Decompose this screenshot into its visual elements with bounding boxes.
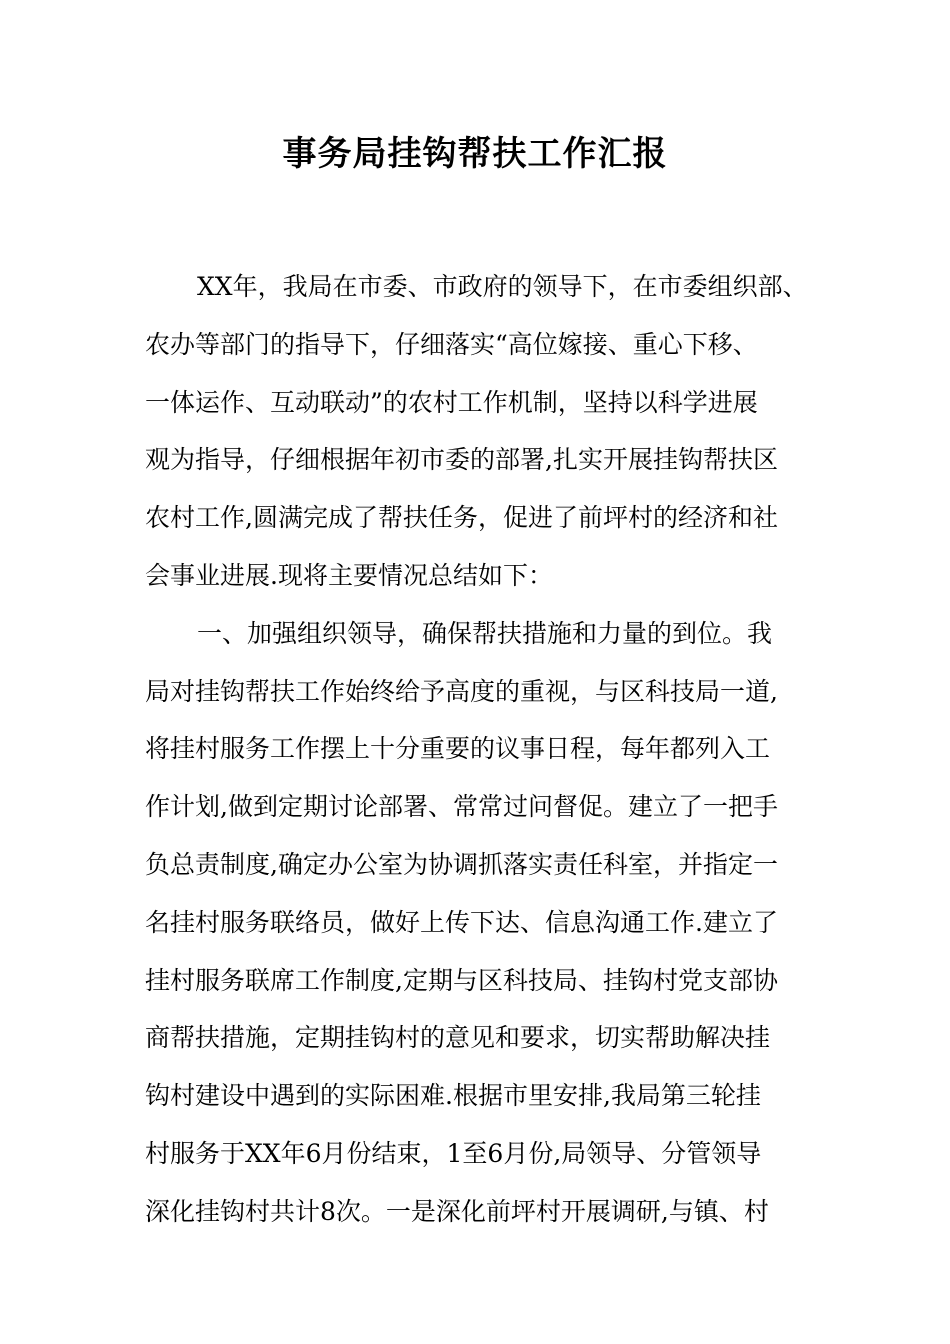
paragraph-line: 观为指导，仔细根据年初市委的部署,扎实开展挂钩帮扶区: [145, 445, 778, 475]
paragraph-line: 农办等部门的指导下，仔细落实“高位嫁接、重心下移、: [145, 329, 758, 359]
paragraph-line: 钩村建设中遇到的实际困难.根据市里安排,我局第三轮挂: [145, 1081, 761, 1111]
paragraph-line: 一体运作、互动联动”的农村工作机制，坚持以科学进展: [145, 387, 758, 417]
paragraph-line: 一、加强组织领导，确保帮扶措施和力量的到位。我: [197, 618, 773, 648]
paragraph-line: 名挂村服务联络员，做好上传下达、信息沟通工作.建立了: [145, 907, 778, 937]
paragraph-line: 作计划,做到定期讨论部署、常常过问督促。建立了一把手: [145, 792, 778, 822]
paragraph-line: 局对挂钩帮扶工作始终给予高度的重视，与区科技局一道,: [145, 676, 778, 706]
paragraph-line: XX年，我局在市委、市政府的领导下，在市委组织部、: [197, 272, 808, 301]
document-title: 事务局挂钩帮扶工作汇报: [282, 134, 668, 174]
paragraph-line: 挂村服务联席工作制度,定期与区科技局、挂钩村党支部协: [145, 965, 778, 995]
document-body: [145, 258, 810, 1241]
paragraph-line: 深化挂钩村共计8次。一是深化前坪村开展调研,与镇、村: [145, 1196, 769, 1226]
paragraph-line: 商帮扶措施，定期挂钩村的意见和要求，切实帮助解决挂: [145, 1023, 771, 1053]
paragraph-line: 农村工作,圆满完成了帮扶任务，促进了前坪村的经济和社: [145, 503, 778, 533]
paragraph-line: 负总责制度,确定办公室为协调抓落实责任科室，并指定一: [145, 849, 778, 879]
paragraph-line: 村服务于XX年6月份结束，1至6月份,局领导、分管领导: [145, 1138, 762, 1168]
paragraph-line: 将挂村服务工作摆上十分重要的议事日程，每年都列入工: [145, 734, 771, 764]
paragraph-line: 会事业进展.现将主要情况总结如下：: [145, 560, 553, 590]
